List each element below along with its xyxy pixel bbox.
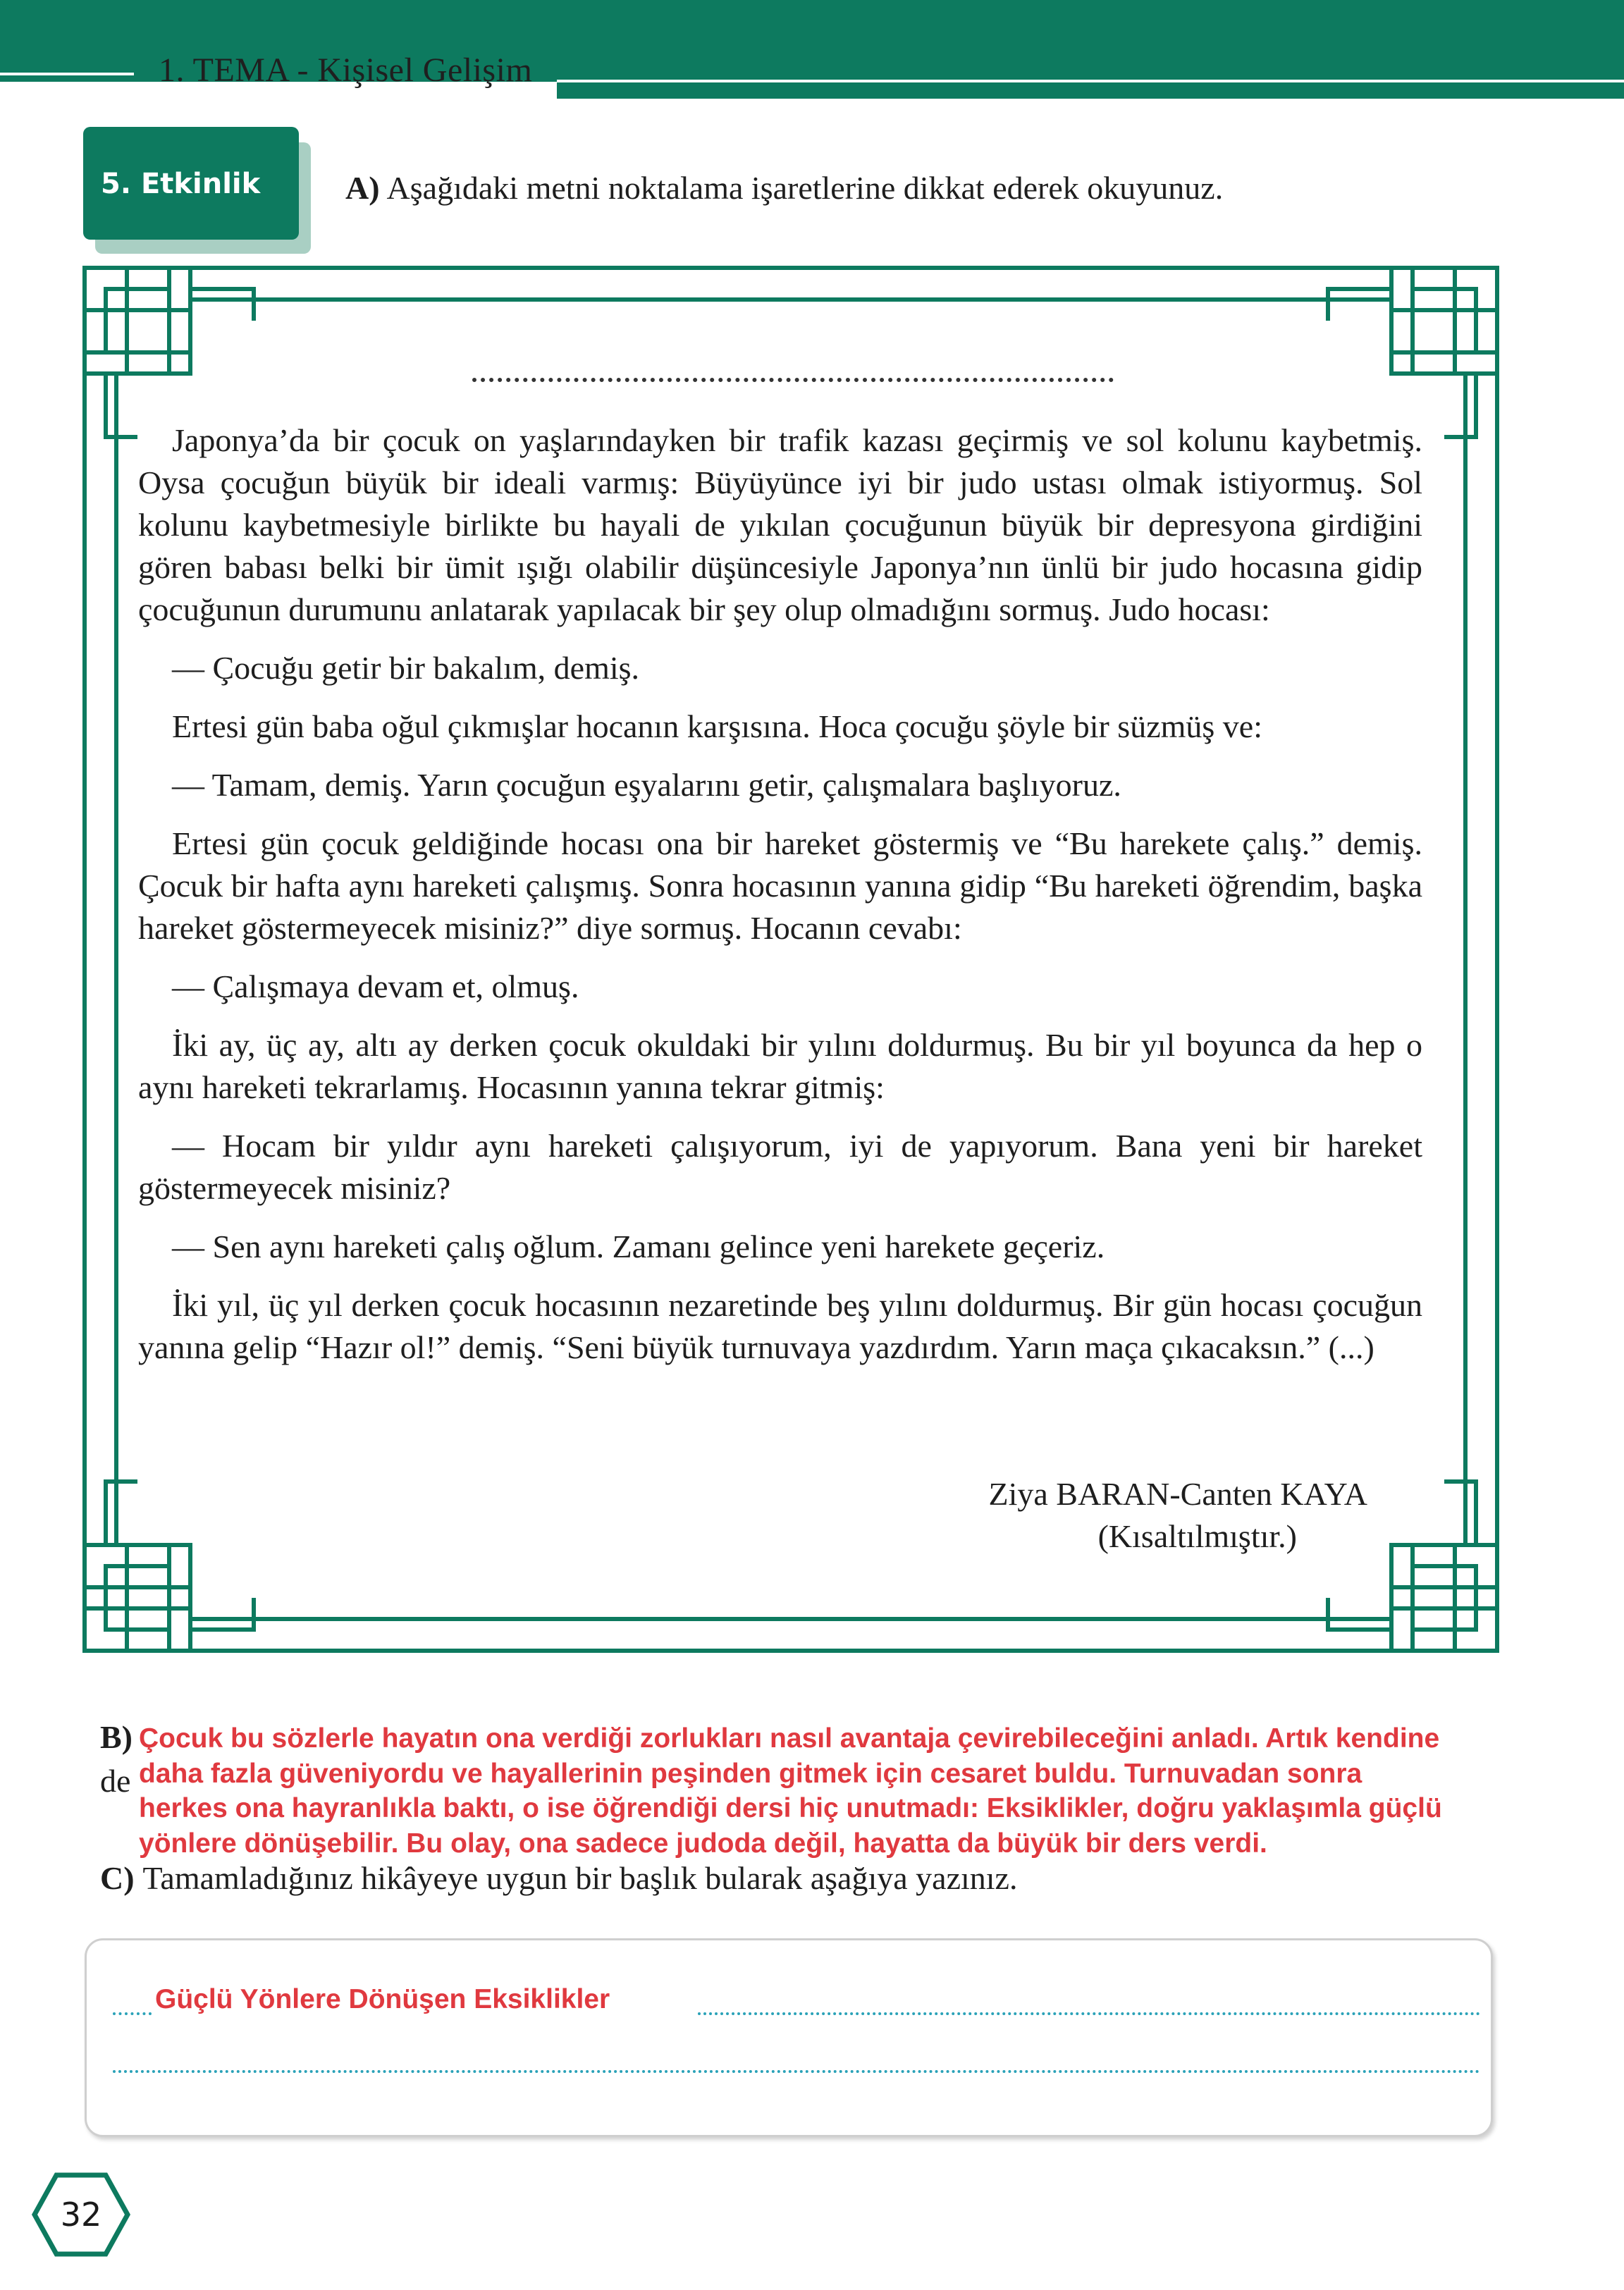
author-block bbox=[846, 1473, 1367, 1558]
story-paragraph-6: — Çalışmaya devam et, olmuş. bbox=[172, 968, 579, 1004]
story-paragraph-2: — Çocuğu getir bir bakalım, demiş. bbox=[172, 650, 640, 686]
part-a-label: A) bbox=[345, 170, 380, 206]
title-answer-box[interactable] bbox=[85, 1938, 1493, 2137]
story-paragraph-1: Japonya’da bir çocuk on yaşlarındayken bir trafik kazası geçirmiş ve sol kolunu kaybetmiş. Oysa çocuğun büyük bir ideali varmış: Büyüyünce iyi bir judo ustası olmak istiyormuş. Sol kolunu kaybetmesiyle birlikte bu hayali de yıkılan çocuğunun büyük bir depresyona girdiğini gören babası belki bir ümit ışığı olabilir düşüncesiyle Japonya’nın ünlü bir judo hocasına gidip çocuğunun durumunu anlatarak yapılacak bir şey olup olmadığını sormuş. Judo hocası: bbox=[138, 422, 1422, 627]
story-paragraph-7: İki ay, üç ay, altı ay derken çocuk okuldaki bir yılını doldurmuş. Bu bir yıl boyunca da hep o aynı hareketi tekrarlamış. Hocasının yanına tekrar gitmiş: bbox=[138, 1027, 1422, 1105]
title-blank-line bbox=[472, 357, 1114, 382]
answer-dotted-line-2 bbox=[113, 2070, 1480, 2073]
story-paragraph-8: — Hocam bir yıldır aynı hareketi çalışıyorum, iyi de yapıyorum. Bana yeni bir hareket göstermeyecek misiniz? bbox=[138, 1128, 1422, 1206]
part-c-instruction bbox=[100, 1859, 1017, 1897]
part-b-label-text: B) bbox=[100, 1719, 133, 1755]
instruction-a bbox=[345, 169, 1223, 207]
answer-line: herkes ona hayranlıkla baktı, o ise öğrendiği dersi hiç unutmadı: Eksiklikler, doğru yaklaşımla güçlü bbox=[139, 1793, 1442, 1823]
story-text bbox=[138, 419, 1422, 1385]
answer-line: Çocuk bu sözlerle hayatın ona verdiği zorlukları nasıl avantaja çevirebileceğini anladı. Artık kendine bbox=[139, 1723, 1440, 1754]
answer-dotted-line-1a bbox=[113, 2012, 152, 2015]
page-number: 32 bbox=[60, 2196, 102, 2234]
part-c-answer[interactable]: Güçlü Yönlere Dönüşen Eksiklikler bbox=[155, 1984, 610, 2014]
part-b-prefix: de bbox=[100, 1763, 131, 1799]
activity-badge: 5. Etkinlik bbox=[83, 127, 299, 240]
author-name: Ziya BARAN-Canten KAYA bbox=[988, 1476, 1367, 1512]
corner-ornament-tl bbox=[85, 268, 254, 437]
story-paragraph-9: — Sen aynı hareketi çalış oğlum. Zamanı gelince yeni harekete geçeriz. bbox=[172, 1229, 1105, 1264]
story-paragraph-10: İki yıl, üç yıl derken çocuk hocasının nezaretinde beş yılını doldurmuş. Bir gün hocası çocuğun yanına gelip “Hazır ol!” demiş. “Seni büyük turnuvaya yazdırdım. Yarın maça çıkacaksın.” (...) bbox=[138, 1287, 1422, 1365]
answer-line: daha fazla güveniyordu ve hayallerinin peşinden gitmek için cesaret buldu. Turnuvadan sonra bbox=[139, 1758, 1362, 1789]
part-b-answer[interactable] bbox=[139, 1721, 1549, 1861]
page-number-badge bbox=[32, 2172, 130, 2257]
story-paragraph-3: Ertesi gün baba oğul çıkmışlar hocanın karşısına. Hoca çocuğu şöyle bir süzmüş ve: bbox=[172, 708, 1262, 744]
story-paragraph-4: — Tamam, demiş. Yarın çocuğun eşyalarını getir, çalışmalara başlıyoruz. bbox=[172, 767, 1121, 803]
story-paragraph-5: Ertesi gün çocuk geldiğinde hocası ona bir hareket göstermiş ve “Bu harekete çalış.” demiş. Çocuk bir hafta aynı hareketi çalışmış. Sonra hocasının yanına gidip “Bu hareketi öğrendim, başka hareket göstermeyecek misiniz?” diye sormuş. Hocanın cevabı: bbox=[138, 825, 1422, 946]
source-note: (Kısaltılmıştır.) bbox=[1097, 1518, 1297, 1554]
part-a-text: Aşağıdaki metni noktalama işaretlerine dikkat ederek okuyunuz. bbox=[386, 170, 1224, 206]
part-c-label: C) bbox=[100, 1860, 135, 1896]
theme-title: 1. TEMA - Kişisel Gelişim bbox=[159, 51, 533, 89]
answer-line: yönlere dönüşebilir. Bu olay, ona sadece judoda değil, hayatta da büyük bir ders verdi. bbox=[139, 1828, 1267, 1859]
corner-ornament-tr bbox=[1328, 268, 1497, 437]
answer-dotted-line-1b bbox=[698, 2012, 1480, 2015]
corner-ornament-bl bbox=[85, 1482, 254, 1651]
part-c-text: Tamamladığınız hikâyeye uygun bir başlık bularak aşağıya yazınız. bbox=[142, 1860, 1018, 1896]
part-b-label bbox=[100, 1720, 133, 1755]
